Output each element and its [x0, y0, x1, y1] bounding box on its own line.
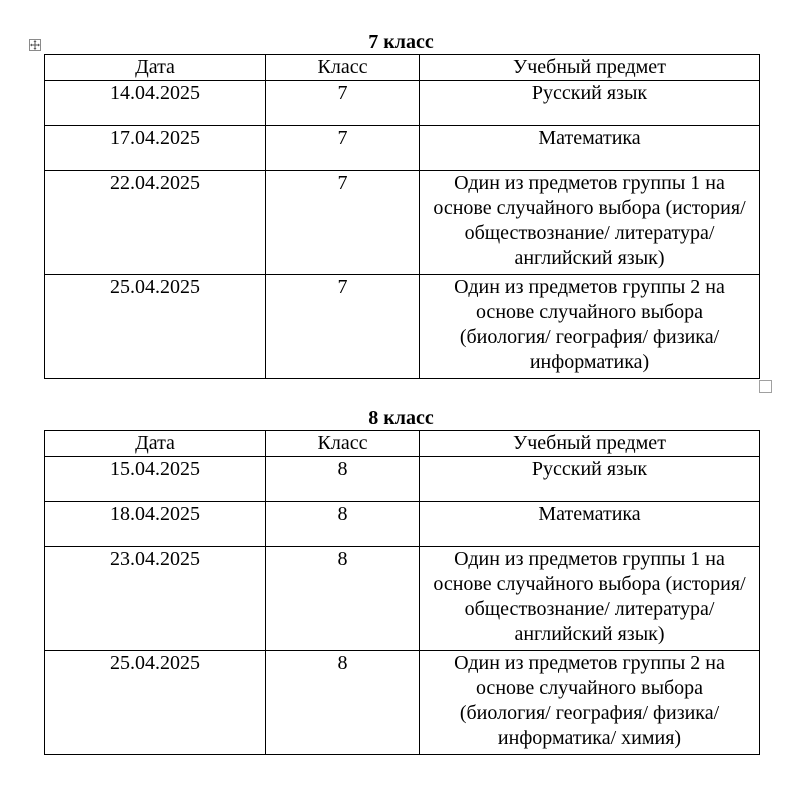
subject-text: Математика	[538, 127, 641, 149]
subject-text: Один из предметов группы 2 на основе случайного выбора (биология/ география/ физика/ информатика/ химия)	[454, 652, 725, 749]
table-header-row	[45, 431, 760, 457]
table-row	[45, 651, 760, 755]
cell-date: 25.04.2025	[45, 275, 266, 379]
subject-text: Один из предметов группы 1 на основе случайного выбора (история/ обществознание/ литература/ английский язык)	[433, 548, 746, 645]
cell-subject	[420, 275, 760, 379]
cell-subject	[420, 651, 760, 755]
cell-subject	[420, 171, 760, 275]
cell-grade: 7	[266, 171, 420, 275]
header-cell-date: Дата	[45, 431, 266, 457]
header-cell-grade: Класс	[266, 55, 420, 81]
cell-subject	[420, 502, 760, 547]
table-row	[45, 126, 760, 171]
cell-date: 22.04.2025	[45, 171, 266, 275]
cell-grade: 8	[266, 651, 420, 755]
cell-date: 18.04.2025	[45, 502, 266, 547]
section-title: 8 класс	[368, 407, 434, 429]
cell-grade: 8	[266, 547, 420, 651]
move-arrows-icon	[30, 40, 40, 50]
cell-subject	[420, 81, 760, 126]
table-resize-handle[interactable]	[759, 380, 772, 393]
cell-subject	[420, 126, 760, 171]
cell-date: 14.04.2025	[45, 81, 266, 126]
cell-grade: 7	[266, 275, 420, 379]
subject-text: Один из предметов группы 1 на основе случайного выбора (история/ обществознание/ литература/ английский язык)	[433, 172, 746, 269]
header-cell-date: Дата	[45, 55, 266, 81]
section-title: 7 класс	[368, 31, 434, 53]
section-grade-7	[44, 30, 758, 379]
table-row	[45, 171, 760, 275]
cell-grade: 7	[266, 126, 420, 171]
subject-text: Математика	[538, 503, 641, 525]
cell-subject	[420, 457, 760, 502]
header-cell-subject: Учебный предмет	[420, 55, 760, 81]
table-row	[45, 502, 760, 547]
cell-grade: 8	[266, 502, 420, 547]
section-grade-8	[44, 406, 758, 755]
cell-date: 15.04.2025	[45, 457, 266, 502]
header-cell-subject: Учебный предмет	[420, 431, 760, 457]
table-row	[45, 275, 760, 379]
cell-date: 23.04.2025	[45, 547, 266, 651]
table-row	[45, 457, 760, 502]
cell-grade: 8	[266, 457, 420, 502]
table-header-row	[45, 55, 760, 81]
table-move-handle[interactable]	[29, 39, 41, 51]
cell-date: 25.04.2025	[45, 651, 266, 755]
schedule-table	[44, 430, 760, 755]
table-row	[45, 547, 760, 651]
table-row	[45, 81, 760, 126]
cell-grade: 7	[266, 81, 420, 126]
header-cell-grade: Класс	[266, 431, 420, 457]
schedule-table	[44, 54, 760, 379]
cell-date: 17.04.2025	[45, 126, 266, 171]
cell-subject	[420, 547, 760, 651]
subject-text: Один из предметов группы 2 на основе случайного выбора (биология/ география/ физика/ информатика)	[454, 276, 725, 373]
subject-text: Русский язык	[531, 458, 648, 480]
subject-text: Русский язык	[531, 82, 648, 104]
